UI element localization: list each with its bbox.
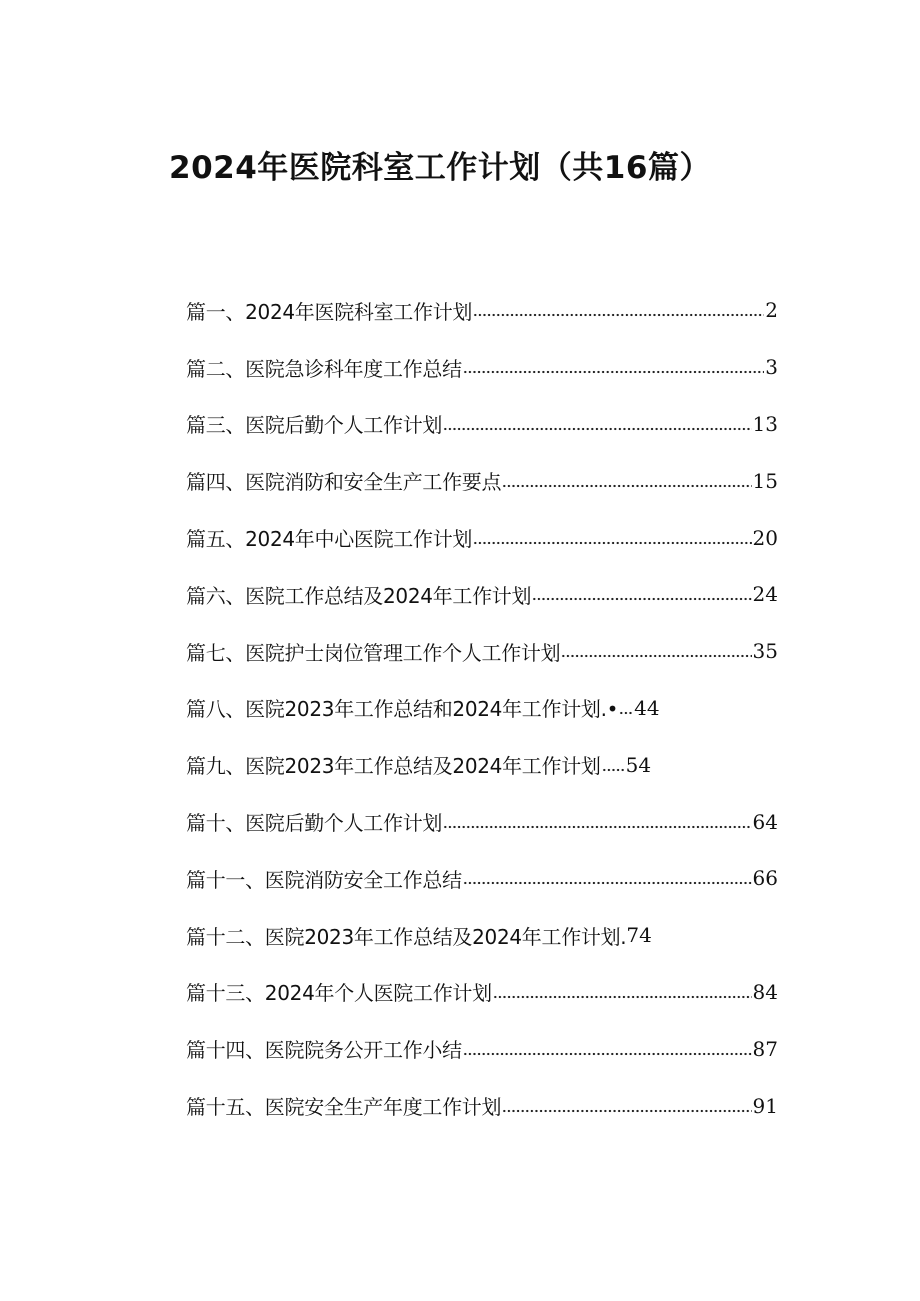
toc-dot-leader bbox=[602, 767, 625, 773]
toc-entry-page: 24 bbox=[752, 582, 778, 607]
toc-entry-label: 篇十五、医院安全生产年度工作计划 bbox=[186, 1095, 502, 1120]
toc-dot-leader bbox=[473, 540, 751, 546]
toc-entry-label: 篇六、医院工作总结及2024年工作计划 bbox=[186, 583, 532, 608]
toc-dot-leader bbox=[502, 1108, 751, 1114]
toc-entry-label: 篇十一、医院消防安全工作总结 bbox=[186, 867, 462, 892]
table-of-contents bbox=[186, 282, 778, 1134]
toc-dot-leader bbox=[532, 596, 751, 602]
toc-entry[interactable] bbox=[186, 1020, 778, 1077]
toc-dot-leader bbox=[502, 483, 751, 489]
toc-entry[interactable] bbox=[186, 907, 778, 964]
toc-entry-page: 20 bbox=[752, 525, 778, 550]
toc-entry-page: 35 bbox=[752, 639, 778, 664]
toc-dot-leader bbox=[463, 1051, 752, 1057]
toc-entry[interactable] bbox=[186, 964, 778, 1021]
toc-entry-page: 64 bbox=[752, 809, 778, 834]
toc-dot-leader bbox=[473, 312, 764, 318]
toc-dot-leader bbox=[443, 426, 751, 432]
toc-entry-label: 篇十三、2024年个人医院工作计划 bbox=[186, 981, 492, 1006]
toc-entry-page: 87 bbox=[752, 1036, 778, 1061]
toc-entry[interactable] bbox=[186, 1077, 778, 1134]
toc-entry-label: 篇十二、医院2023年工作总结及2024年工作计划. bbox=[186, 924, 627, 949]
toc-dot-leader bbox=[561, 653, 751, 659]
toc-entry-page: 3 bbox=[765, 355, 778, 380]
toc-entry[interactable] bbox=[186, 680, 778, 737]
toc-entry-label: 篇五、2024年中心医院工作计划 bbox=[186, 527, 473, 552]
toc-entry-label: 篇十、医院后勤个人工作计划 bbox=[186, 811, 443, 836]
toc-entry-page: 91 bbox=[752, 1093, 778, 1118]
toc-entry-page: 2 bbox=[765, 298, 778, 323]
toc-entry[interactable] bbox=[186, 452, 778, 509]
toc-entry-label: 篇三、医院后勤个人工作计划 bbox=[186, 413, 443, 438]
toc-entry-label: 篇四、医院消防和安全生产工作要点 bbox=[186, 470, 502, 495]
toc-entry[interactable] bbox=[186, 793, 778, 850]
toc-dot-leader bbox=[493, 994, 752, 1000]
toc-entry[interactable] bbox=[186, 736, 778, 793]
toc-entry-label: 篇九、医院2023年工作总结及2024年工作计划 bbox=[186, 754, 601, 779]
toc-entry-page: 84 bbox=[752, 979, 778, 1004]
toc-entry-label: 篇一、2024年医院科室工作计划 bbox=[186, 299, 473, 324]
toc-dot-leader bbox=[443, 824, 751, 830]
toc-dot-leader bbox=[463, 880, 752, 886]
toc-entry-page: 13 bbox=[752, 411, 778, 436]
toc-entry-page: 15 bbox=[752, 468, 778, 493]
toc-entry[interactable] bbox=[186, 396, 778, 453]
toc-entry-label: 篇八、医院2023年工作总结和2024年工作计划.• bbox=[186, 697, 619, 722]
toc-entry-page: 54 bbox=[625, 752, 652, 777]
toc-entry-page: 44 bbox=[634, 695, 660, 720]
toc-entry[interactable] bbox=[186, 509, 778, 566]
toc-dot-leader bbox=[619, 710, 633, 716]
toc-dot-leader bbox=[463, 369, 764, 375]
toc-entry[interactable] bbox=[186, 282, 778, 339]
toc-entry-page: 74 bbox=[626, 923, 652, 948]
toc-entry-page: 66 bbox=[752, 866, 778, 891]
toc-entry[interactable] bbox=[186, 339, 778, 396]
toc-entry-label: 篇二、医院急诊科年度工作总结 bbox=[186, 356, 462, 381]
toc-entry-label: 篇七、医院护士岗位管理工作个人工作计划 bbox=[186, 640, 561, 665]
toc-entry[interactable] bbox=[186, 566, 778, 623]
toc-entry[interactable] bbox=[186, 850, 778, 907]
toc-entry-label: 篇十四、医院院务公开工作小结 bbox=[186, 1038, 462, 1063]
document-title: 2024年医院科室工作计划（共16篇） bbox=[169, 150, 711, 186]
toc-entry[interactable] bbox=[186, 623, 778, 680]
